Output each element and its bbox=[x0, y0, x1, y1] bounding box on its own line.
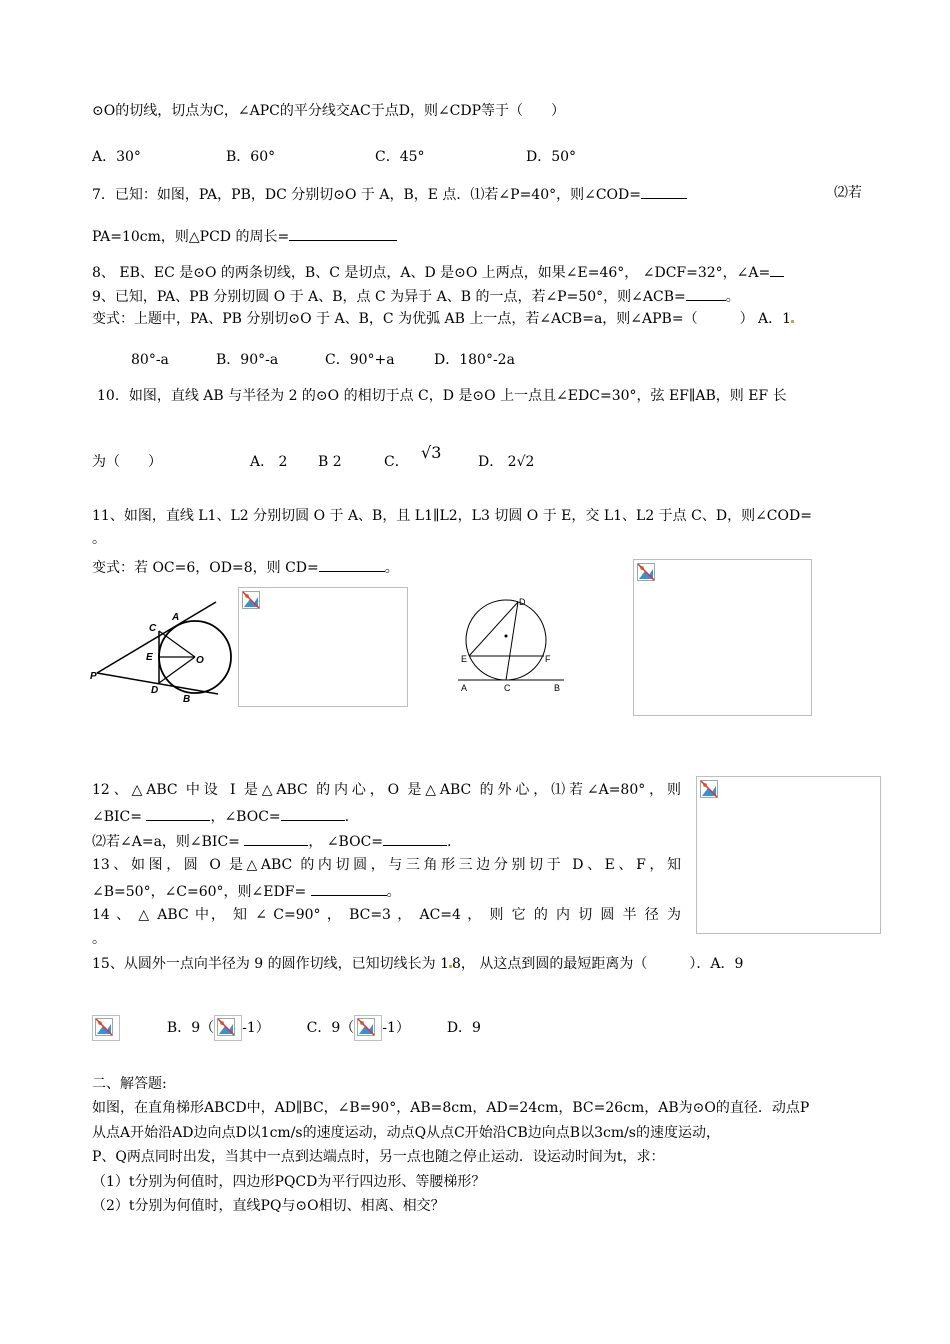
q7-text: 7．已知：如图，PA，PB，DC 分别切⊙O 于 A，B，E 点．⑴若∠P=40°，则∠COD= bbox=[92, 187, 641, 203]
q12-boc-label-2: ， ∠BOC= bbox=[308, 834, 384, 850]
q12-bic-label-2: ⑵若∠A=a，则∠BIC= bbox=[92, 834, 240, 850]
segment-co bbox=[159, 631, 195, 657]
missing-formula-image bbox=[354, 1015, 382, 1041]
q9-option-a: 80°-a bbox=[131, 352, 169, 368]
q6-stem: ⊙O的切线，切点为C，∠APC的平分线交AC于点D，则∠CDP等于（ ） bbox=[92, 103, 566, 119]
q9-text: 9、已知，PA、PB 分别切圆 O 于 A、B，点 C 为异于 A、B 的一点，若∠P=50°，则∠ACB= bbox=[92, 289, 686, 305]
label-o: O bbox=[196, 655, 204, 666]
q15-option-c-end: -1） bbox=[382, 1020, 410, 1036]
q15-text-b: 8， 从这点到圆的最短距离为（ ）．A．9 bbox=[451, 956, 744, 972]
missing-formula-image bbox=[92, 1015, 120, 1041]
q15-option-c: C．9（ bbox=[306, 1020, 355, 1036]
q12-blank-bic bbox=[146, 806, 210, 821]
q15-option-b-end: -1） bbox=[242, 1020, 270, 1036]
speck-mark bbox=[791, 320, 794, 323]
q11-variant-end: 。 bbox=[384, 560, 399, 576]
q11-variant-text: 变式：若 OC=6，OD=8，则 CD= bbox=[92, 560, 319, 576]
q12-blank-boc-2 bbox=[383, 831, 447, 846]
q10-option-b: B 2 bbox=[318, 454, 342, 470]
q12-bic-label: ∠BIC= bbox=[92, 809, 142, 825]
q15-stem bbox=[92, 955, 859, 973]
label-e: E bbox=[461, 654, 468, 664]
broken-image-icon bbox=[637, 563, 655, 581]
q6-option-d: D．50° bbox=[526, 149, 577, 165]
q11-stem-end: 。 bbox=[92, 531, 106, 547]
q15-option-b: B．9（ bbox=[166, 1020, 215, 1036]
part2-heading: 二、解答题: bbox=[92, 1076, 167, 1092]
label-d: D bbox=[151, 685, 159, 696]
q7-blank-perimeter bbox=[289, 226, 397, 241]
label-c: C bbox=[149, 623, 157, 634]
q11-blank bbox=[319, 557, 385, 572]
q15-option-d: D．9 bbox=[446, 1020, 481, 1036]
missing-image-placeholder bbox=[696, 776, 881, 934]
q13-blank bbox=[311, 881, 387, 896]
q6-option-b: B．60° bbox=[226, 149, 276, 165]
q9-option-b: B．90°-a bbox=[216, 352, 279, 368]
q12-blank-boc bbox=[281, 806, 345, 821]
q12-blank-bic-2 bbox=[244, 831, 308, 846]
q13-text: ∠B=50°，∠C=60°，则∠EDF= bbox=[92, 884, 307, 900]
q10-option-c-value: √3 bbox=[421, 443, 442, 462]
label-c: C bbox=[504, 683, 511, 693]
label-p: P bbox=[90, 671, 97, 682]
q11-stem: 11、如图，直线 L1、L2 分别切圆 O 于 A、B，且 L1∥L2，L3 切圆 O 于 E，交 L1、L2 于点 C、D，则∠COD= bbox=[92, 508, 812, 524]
q7-stem bbox=[92, 184, 862, 204]
q8-blank bbox=[770, 262, 784, 277]
q10-option-a: A． 2 bbox=[250, 454, 288, 470]
center-point bbox=[505, 635, 508, 638]
missing-image-placeholder bbox=[238, 587, 408, 707]
label-f: F bbox=[545, 654, 551, 664]
broken-image-icon bbox=[357, 1018, 375, 1036]
part2-question-2: （2）t分别为何值时，直线PQ与⊙O相切、相离、相交？ bbox=[92, 1198, 445, 1214]
q10-option-c: C． bbox=[384, 454, 409, 470]
q7-stem-2 bbox=[92, 226, 397, 246]
q10-option-d: D． 2√2 bbox=[478, 454, 535, 470]
q7-blank-cod bbox=[641, 184, 687, 199]
q10-stem-2: 为（ ） bbox=[92, 454, 162, 470]
q8-stem bbox=[92, 262, 784, 282]
q9-option-c: C．90°+a bbox=[325, 352, 395, 368]
q12-end-2: . bbox=[447, 834, 452, 850]
q12-end: . bbox=[344, 809, 350, 825]
q9-stem bbox=[92, 286, 740, 306]
q7-text-b: ⑵若 bbox=[834, 185, 862, 201]
q13-stem: 13、如图，圆 O 是△ABC 的内切圆，与三角形三边分别切于 D、E、F，知 bbox=[92, 857, 681, 873]
q6-option-a: A．30° bbox=[92, 149, 141, 165]
q11-variant bbox=[92, 557, 399, 577]
missing-image-placeholder bbox=[633, 559, 812, 716]
q13-end: 。 bbox=[386, 884, 401, 900]
q12-line-2 bbox=[92, 806, 349, 826]
segment-do bbox=[159, 657, 195, 683]
q9-variant bbox=[92, 310, 794, 328]
label-b: B bbox=[183, 694, 191, 705]
broken-image-icon bbox=[242, 591, 260, 609]
q6-option-c: C．45° bbox=[375, 149, 425, 165]
broken-image-icon bbox=[700, 780, 718, 798]
part2-question-1: （1）t分别为何值时，四边形PQCD为平行四边形、等腰梯形？ bbox=[92, 1174, 486, 1190]
figure-circle bbox=[466, 600, 546, 680]
q8-text: 8、 EB、EC 是⊙O 的两条切线，B、C 是切点，A、D 是⊙O 上两点，如果∠E=46°， ∠DCF=32°，∠A= bbox=[92, 265, 771, 281]
part2-paragraph-2: 从点A开始沿AD边向点D以1cm/s的速度运动，动点Q从点C开始沿CB边向点B以3cm/s的速度运动， bbox=[92, 1125, 720, 1141]
q12-line-3 bbox=[92, 831, 451, 851]
broken-image-icon bbox=[217, 1018, 235, 1036]
q15-options bbox=[92, 1014, 481, 1042]
q12-stem: 12、△ABC 中设 I 是△ABC 的内心，O 是△ABC 的外心，⑴若∠A=80°，则 bbox=[92, 782, 681, 798]
q9-blank bbox=[686, 286, 726, 301]
q9-option-d: D．180°-2a bbox=[434, 352, 515, 368]
chord-figure bbox=[458, 596, 568, 696]
q15-text: 15、从圆外一点向半径为 9 的圆作切线，已知切线长为 1 bbox=[92, 956, 449, 972]
q7-text-2: PA=10cm，则△PCD 的周长= bbox=[92, 229, 290, 245]
tangent-figure bbox=[88, 600, 238, 705]
label-a: A bbox=[172, 612, 180, 623]
broken-image-icon bbox=[95, 1018, 113, 1036]
q13-line-2 bbox=[92, 881, 401, 901]
q9-text-end: 。 bbox=[725, 289, 740, 305]
q10-stem: 10．如图，直线 AB 与半径为 2 的⊙O 的相切于点 C，D 是⊙O 上一点且∠EDC=30°，弦 EF∥AB，则 EF 长 bbox=[97, 388, 787, 404]
label-e: E bbox=[146, 652, 153, 663]
label-b: B bbox=[554, 683, 561, 693]
label-d: D bbox=[519, 597, 526, 607]
part2-paragraph-3: P、Q两点同时出发，当其中一点到达端点时，另一点也随之停止运动．设运动时间为t，求： bbox=[92, 1149, 665, 1165]
q14-stem: 14 、 △ ABC 中， 知 ∠ C=90° ， BC=3 ， AC=4 ， 则 它 的 内 切 圆 半 径 为 bbox=[92, 907, 681, 923]
q14-end: 。 bbox=[92, 931, 106, 947]
missing-formula-image bbox=[214, 1015, 242, 1041]
part2-paragraph-1: 如图，在直角梯形ABCD中，AD∥BC，∠B=90°，AB=8cm，AD=24cm，BC=26cm，AB为⊙O的直径．动点P bbox=[92, 1100, 810, 1116]
q9-variant-text: 变式：上题中，PA、PB 分别切⊙O 于 A、B，C 为优弧 AB 上一点，若∠ACB=a，则∠APB=（ ） A．1 bbox=[92, 311, 792, 327]
label-a: A bbox=[461, 683, 468, 693]
q12-boc-label: ，∠BOC= bbox=[210, 809, 281, 825]
